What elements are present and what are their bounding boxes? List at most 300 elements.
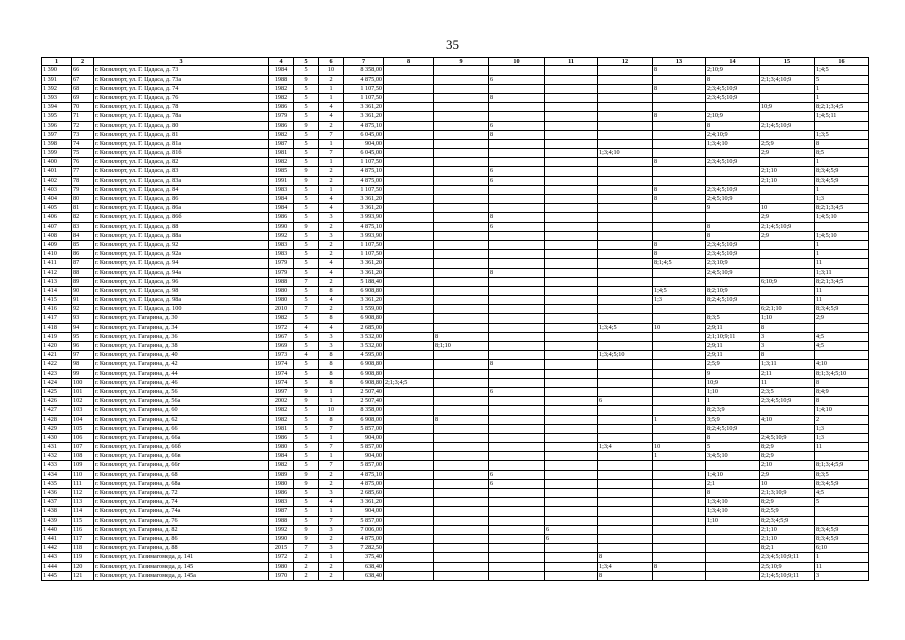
table-cell-col-2: 106 [72,433,94,442]
table-cell-col-16: 1 [815,240,869,249]
table-cell-col-8 [384,406,434,415]
table-cell-col-11 [545,296,598,305]
table-cell-col-14: 1;3;4;10 [706,498,760,507]
table-cell-col-9 [434,75,489,84]
table-cell-col-1: 1 425 [42,387,72,396]
table-cell-col-7: 1 107,50 [344,93,384,102]
table-cell-col-6: 7 [319,149,344,158]
table-cell-col-16 [815,452,869,461]
table-cell-col-13 [653,553,706,562]
table-cell-col-5: 5 [294,452,319,461]
table-cell-col-11 [545,231,598,240]
table-cell-col-9 [434,489,489,498]
table-cell-col-16: 8 [815,397,869,406]
table-cell-col-14 [706,305,760,314]
table-cell-col-3: г. Кизилюрт, ул. Гагарина, д. 36 [94,332,269,341]
table-cell-col-4: 1983 [269,498,294,507]
table-cell-col-2: 82 [72,213,94,222]
table-cell-col-2: 98 [72,360,94,369]
table-cell-col-3: г. Кизилюрт, ул. Гагарина, д. 44 [94,369,269,378]
table-cell-col-7: 3 361,20 [344,204,384,213]
column-header-9: 9 [434,58,489,66]
table-cell-col-4: 1982 [269,84,294,93]
table-cell-col-10 [489,351,545,360]
table-cell-col-11 [545,406,598,415]
table-cell-col-7: 6 045,00 [344,130,384,139]
table-cell-col-11 [545,213,598,222]
table-cell-col-3: г. Кизилюрт, ул. Г. Цадаса, д. 82 [94,158,269,167]
table-cell-col-14: 8;2;4;5;10;9 [706,296,760,305]
table-cell-col-14 [706,534,760,543]
table-cell-col-13 [653,121,706,130]
table-cell-col-11 [545,222,598,231]
table-cell-col-1: 1 435 [42,479,72,488]
table-row [42,222,869,231]
table-cell-col-16: 8;3;4;5;9 [815,305,869,314]
table-cell-col-4: 1982 [269,93,294,102]
table-cell-col-16: 4;5 [815,489,869,498]
table-cell-col-13: 8;1;4;5 [653,259,706,268]
table-cell-col-11 [545,507,598,516]
table-cell-col-13: 8 [653,158,706,167]
table-cell-col-7: 904,00 [344,139,384,148]
table-cell-col-6: 2 [319,176,344,185]
table-cell-col-12 [598,544,653,553]
table-cell-col-11 [545,443,598,452]
table-cell-col-1: 1 402 [42,176,72,185]
table-cell-col-3: г. Кизилюрт, ул. Газимагомеда, д. 145 [94,562,269,571]
table-cell-col-15 [760,66,815,75]
table-cell-col-8 [384,305,434,314]
table-cell-col-5: 5 [294,93,319,102]
table-cell-col-11 [545,378,598,387]
table-cell-col-15: 8;2;9 [760,443,815,452]
table-row [42,93,869,102]
table-cell-col-6: 8 [319,360,344,369]
table-cell-col-4: 1986 [269,121,294,130]
table-cell-col-6: 4 [319,259,344,268]
table-cell-col-4: 1984 [269,452,294,461]
table-cell-col-11 [545,461,598,470]
table-cell-col-2: 105 [72,424,94,433]
table-cell-col-10 [489,406,545,415]
table-cell-col-13: 8 [653,240,706,249]
table-cell-col-8 [384,387,434,396]
table-cell-col-14: 2;3;4;5;10;9 [706,84,760,93]
table-cell-col-2: 79 [72,185,94,194]
table-cell-col-4: 1973 [269,351,294,360]
table-cell-col-16: 1;4;10 [815,406,869,415]
table-cell-col-8 [384,296,434,305]
table-cell-col-4: 1980 [269,296,294,305]
table-cell-col-5: 9 [294,479,319,488]
table-cell-col-16: 5 [815,498,869,507]
table-cell-col-7: 3 361,20 [344,268,384,277]
table-cell-col-14: 2;3;10;9 [706,259,760,268]
table-cell-col-2: 90 [72,286,94,295]
table-cell-col-9 [434,240,489,249]
table-cell-col-3: г. Кизилюрт, ул. Г. Цадаса, д. 98 [94,286,269,295]
table-cell-col-6: 2 [319,250,344,259]
table-row [42,498,869,507]
table-cell-col-6: 2 [319,534,344,543]
table-cell-col-9 [434,195,489,204]
table-cell-col-8 [384,103,434,112]
table-cell-col-9: 8 [434,332,489,341]
table-cell-col-10 [489,378,545,387]
table-cell-col-5: 5 [294,130,319,139]
table-cell-col-15: 1;3;11 [760,360,815,369]
table-cell-col-1: 1 395 [42,112,72,121]
table-cell-col-8 [384,167,434,176]
table-cell-col-5: 5 [294,507,319,516]
table-cell-col-12 [598,387,653,396]
table-row [42,369,869,378]
table-cell-col-16: 1 [815,553,869,562]
table-cell-col-2: 95 [72,332,94,341]
table-cell-col-9 [434,286,489,295]
table-cell-col-5: 9 [294,176,319,185]
table-cell-col-15: 2;1;4;5;10;9 [760,121,815,130]
column-header-10: 10 [489,58,545,66]
table-cell-col-7: 5 188,40 [344,277,384,286]
table-cell-col-13 [653,93,706,102]
table-cell-col-2: 76 [72,158,94,167]
table-cell-col-12 [598,489,653,498]
table-cell-col-10 [489,158,545,167]
table-cell-col-9 [434,93,489,102]
table-cell-col-7: 1 107,50 [344,185,384,194]
table-cell-col-12 [598,286,653,295]
table-row [42,562,869,571]
table-cell-col-13: 1 [653,415,706,424]
table-cell-col-11 [545,498,598,507]
table-cell-col-13 [653,130,706,139]
table-cell-col-12 [598,240,653,249]
table-cell-col-9 [434,296,489,305]
table-cell-col-8 [384,489,434,498]
table-cell-col-14 [706,461,760,470]
table-cell-col-14: 2;3;4;5;10;9 [706,250,760,259]
table-cell-col-15: 8 [760,323,815,332]
table-cell-col-5: 9 [294,75,319,84]
table-cell-col-1: 1 392 [42,84,72,93]
table-cell-col-4: 1986 [269,103,294,112]
table-cell-col-2: 118 [72,544,94,553]
table-cell-col-15 [760,424,815,433]
column-header-11: 11 [545,58,598,66]
table-cell-col-3: г. Кизилюрт, ул. Г. Цадаса, д. 88 [94,222,269,231]
table-cell-col-6: 8 [319,286,344,295]
table-cell-col-7: 4 875,10 [344,222,384,231]
table-cell-col-6: 1 [319,185,344,194]
table-cell-col-5: 5 [294,406,319,415]
table-cell-col-14: 2;9;11 [706,323,760,332]
table-cell-col-12 [598,332,653,341]
table-cell-col-8 [384,84,434,93]
table-cell-col-14: 8 [706,222,760,231]
table-cell-col-7: 3 361,20 [344,259,384,268]
table-cell-col-13 [653,498,706,507]
table-cell-col-13 [653,167,706,176]
table-cell-col-16: 11 [815,259,869,268]
table-cell-col-15: 2;9 [760,213,815,222]
table-cell-col-16: 1;4;5 [815,66,869,75]
table-cell-col-5: 5 [294,378,319,387]
table-cell-col-1: 1 390 [42,66,72,75]
table-cell-col-10: 6 [489,222,545,231]
table-row [42,433,869,442]
table-cell-col-12 [598,525,653,534]
table-cell-col-2: 108 [72,452,94,461]
table-cell-col-8 [384,112,434,121]
table-cell-col-14: 2;10;9 [706,112,760,121]
table-cell-col-9 [434,259,489,268]
table-row [42,84,869,93]
table-cell-col-2: 101 [72,387,94,396]
table-row [42,342,869,351]
table-cell-col-16: 1 [815,185,869,194]
table-cell-col-3: г. Кизилюрт, ул. Г. Цадаса, д. 86 [94,195,269,204]
table-cell-col-6: 3 [319,342,344,351]
table-cell-col-16: 4;5 [815,342,869,351]
table-cell-col-6: 2 [319,75,344,84]
table-cell-col-2: 109 [72,461,94,470]
table-cell-col-11 [545,479,598,488]
table-cell-col-10: 6 [489,167,545,176]
table-row [42,250,869,259]
table-cell-col-15: 4;10 [760,415,815,424]
table-cell-col-13 [653,231,706,240]
column-header-4: 4 [269,58,294,66]
table-cell-col-2: 86 [72,250,94,259]
table-row [42,112,869,121]
table-cell-col-9 [434,66,489,75]
table-cell-col-4: 1972 [269,553,294,562]
table-cell-col-6: 4 [319,296,344,305]
table-cell-col-11 [545,176,598,185]
table-cell-col-16: 1;3 [815,424,869,433]
table-cell-col-12: 1;3;4;10 [598,149,653,158]
table-cell-col-11: 6 [545,534,598,543]
table-cell-col-1: 1 437 [42,498,72,507]
table-cell-col-3: г. Кизилюрт, ул. Г. Цадаса, д. 88а [94,231,269,240]
table-cell-col-12 [598,470,653,479]
table-cell-col-9 [434,185,489,194]
table-cell-col-11 [545,387,598,396]
table-cell-col-5: 7 [294,544,319,553]
table-cell-col-15: 8;2;9 [760,452,815,461]
table-row [42,461,869,470]
table-cell-col-3: г. Кизилюрт, ул. Газимагомеда, д. 141 [94,553,269,562]
table-cell-col-16 [815,323,869,332]
table-cell-col-16 [815,507,869,516]
table-cell-col-12 [598,452,653,461]
table-cell-col-8 [384,516,434,525]
table-row [42,259,869,268]
table-cell-col-2: 114 [72,507,94,516]
table-cell-col-15: 2;1;10 [760,525,815,534]
table-cell-col-13 [653,489,706,498]
table-cell-col-3: г. Кизилюрт, ул. Гагарина, д. 82 [94,525,269,534]
table-cell-col-7: 6 908,80 [344,314,384,323]
table-cell-col-6: 8 [319,314,344,323]
table-cell-col-3: г. Кизилюрт, ул. Гагарина, д. 60 [94,406,269,415]
table-cell-col-14: 2;1;10;9;11 [706,332,760,341]
table-cell-col-1: 1 426 [42,397,72,406]
table-cell-col-16: 1;3;5 [815,130,869,139]
table-cell-col-7: 3 361,20 [344,103,384,112]
table-cell-col-5: 9 [294,534,319,543]
table-cell-col-15 [760,259,815,268]
table-cell-col-5: 5 [294,268,319,277]
table-cell-col-2: 83 [72,222,94,231]
table-cell-col-7: 3 532,00 [344,342,384,351]
table-cell-col-16: 8 [815,378,869,387]
table-cell-col-11 [545,516,598,525]
table-cell-col-1: 1 394 [42,103,72,112]
table-cell-col-7: 1 107,50 [344,84,384,93]
table-cell-col-7: 1 107,50 [344,240,384,249]
table-cell-col-2: 119 [72,553,94,562]
table-cell-col-10: 6 [489,75,545,84]
table-cell-col-1: 1 414 [42,286,72,295]
table-cell-col-14 [706,571,760,580]
table-cell-col-4: 1974 [269,378,294,387]
table-cell-col-4: 1979 [269,268,294,277]
table-cell-col-5: 5 [294,433,319,442]
table-cell-col-6: 2 [319,121,344,130]
table-cell-col-11 [545,360,598,369]
table-row [42,360,869,369]
table-cell-col-6: 2 [319,479,344,488]
table-cell-col-6: 7 [319,461,344,470]
table-cell-col-6: 7 [319,443,344,452]
table-cell-col-9 [434,433,489,442]
table-cell-col-10: 8 [489,268,545,277]
table-cell-col-6: 7 [319,516,344,525]
table-cell-col-5: 5 [294,185,319,194]
table-cell-col-3: г. Кизилюрт, ул. Г. Цадаса, д. 81б [94,149,269,158]
table-cell-col-14: 2;10;9 [706,66,760,75]
table-cell-col-16: 11 [815,286,869,295]
table-row [42,516,869,525]
table-cell-col-11 [545,286,598,295]
column-header-6: 6 [319,58,344,66]
table-cell-col-13 [653,103,706,112]
table-cell-col-5: 5 [294,66,319,75]
table-cell-col-10 [489,553,545,562]
table-cell-col-6: 8 [319,378,344,387]
table-cell-col-4: 1988 [269,516,294,525]
table-cell-col-10 [489,149,545,158]
table-cell-col-4: 1988 [269,75,294,84]
table-cell-col-15: 2;3;4;5;10;9 [760,397,815,406]
table-cell-col-11 [545,305,598,314]
table-cell-col-15 [760,112,815,121]
table-cell-col-3: г. Кизилюрт, ул. Гагарина, д. 74а [94,507,269,516]
table-cell-col-11 [545,351,598,360]
table-cell-col-8 [384,498,434,507]
table-cell-col-4: 1986 [269,433,294,442]
table-cell-col-13: 1 [653,452,706,461]
table-cell-col-12 [598,66,653,75]
table-cell-col-1: 1 404 [42,195,72,204]
table-cell-col-2: 78 [72,176,94,185]
table-cell-col-12: 6 [598,397,653,406]
table-cell-col-11 [545,259,598,268]
table-cell-col-6: 10 [319,66,344,75]
table-cell-col-4: 1984 [269,195,294,204]
table-cell-col-10 [489,415,545,424]
table-cell-col-6: 4 [319,195,344,204]
table-cell-col-1: 1 445 [42,571,72,580]
table-cell-col-6: 3 [319,489,344,498]
table-cell-col-8 [384,314,434,323]
table-cell-col-11 [545,112,598,121]
table-cell-col-11 [545,84,598,93]
table-cell-col-8 [384,158,434,167]
table-cell-col-15: 3 [760,342,815,351]
table-cell-col-10: 6 [489,470,545,479]
table-cell-col-3: г. Кизилюрт, ул. Гагарина, д. 62 [94,415,269,424]
table-cell-col-15: 2;1;10 [760,167,815,176]
table-cell-col-7: 2 507,40 [344,397,384,406]
table-cell-col-5: 5 [294,443,319,452]
table-cell-col-13 [653,507,706,516]
table-cell-col-13 [653,75,706,84]
table-cell-col-3: г. Кизилюрт, ул. Г. Цадаса, д. 83 [94,167,269,176]
column-header-14: 14 [706,58,760,66]
table-cell-col-6: 2 [319,277,344,286]
table-cell-col-7: 1 559,00 [344,305,384,314]
table-cell-col-15: 10 [760,204,815,213]
table-cell-col-10 [489,342,545,351]
table-cell-col-7: 6 908,80 [344,378,384,387]
table-cell-col-15: 2;5;10;9 [760,562,815,571]
table-cell-col-7: 8 358,00 [344,406,384,415]
table-cell-col-5: 9 [294,525,319,534]
table-cell-col-8 [384,351,434,360]
table-cell-col-10 [489,544,545,553]
table-cell-col-8 [384,507,434,516]
table-cell-col-4: 1969 [269,342,294,351]
table-cell-col-14: 1 [706,397,760,406]
table-cell-col-11 [545,314,598,323]
table-cell-col-3: г. Кизилюрт, ул. Г. Цадаса, д. 81а [94,139,269,148]
table-cell-col-16: 4;5 [815,332,869,341]
table-cell-col-11 [545,103,598,112]
table-cell-col-7: 904,00 [344,452,384,461]
table-cell-col-3: г. Кизилюрт, ул. Г. Цадаса, д. 73а [94,75,269,84]
table-cell-col-13: 8 [653,250,706,259]
table-cell-col-9 [434,507,489,516]
table-cell-col-13 [653,314,706,323]
table-cell-col-1: 1 424 [42,378,72,387]
table-cell-col-5: 9 [294,387,319,396]
table-cell-col-6: 4 [319,498,344,507]
table-cell-col-10 [489,286,545,295]
table-cell-col-13 [653,397,706,406]
table-cell-col-14: 8 [706,75,760,84]
table-cell-col-16: 2 [815,415,869,424]
table-cell-col-1: 1 410 [42,250,72,259]
table-row [42,103,869,112]
table-cell-col-14 [706,562,760,571]
table-cell-col-15: 2;1;3;4;10;9 [760,75,815,84]
table-cell-col-7: 3 361,20 [344,195,384,204]
table-cell-col-5: 7 [294,277,319,286]
